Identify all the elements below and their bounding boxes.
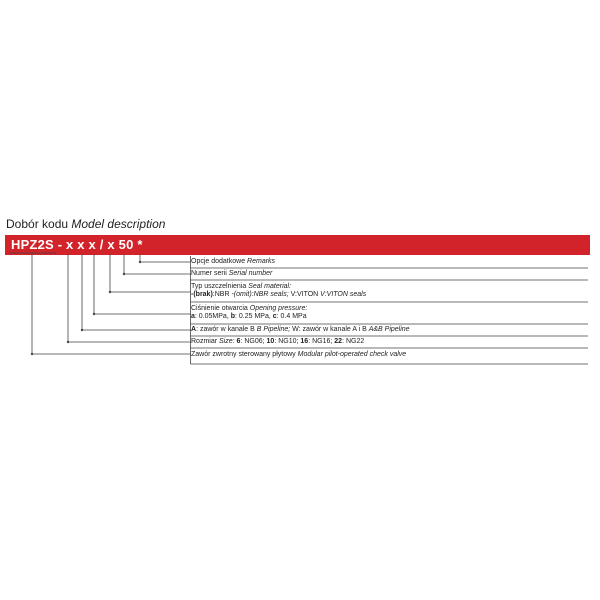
pressure-c-value: : 0.4 MPa (276, 313, 307, 320)
seal-label-en: Seal material: (248, 283, 292, 290)
seal-label: Typ uszczelnienia (191, 283, 247, 290)
size-label-en: Size: (219, 338, 235, 345)
seal-omit-en: -(omit):NBR seals; (231, 291, 289, 298)
leader-remarks (140, 254, 191, 262)
row-channel (191, 326, 588, 334)
pressure-b-value: : 0.25 MPa, (234, 313, 273, 320)
row-valve-type (191, 351, 588, 359)
serial-label: Numer serii (191, 270, 227, 277)
row-remarks (191, 258, 588, 266)
channel-w-text: W: zawór w kanale A i B (290, 326, 367, 333)
size-16-code: 16 (300, 338, 309, 345)
row-opening-pressure (191, 305, 588, 321)
pressure-b-code: b (230, 313, 235, 320)
valve-label-en: Modular pilot-operated check valve (297, 351, 407, 358)
row-seal-material (191, 283, 588, 299)
leader-size (68, 254, 191, 342)
leader-serial (124, 254, 191, 274)
seal-viton-en: V:VITON seals (320, 291, 367, 298)
row-size (191, 338, 588, 346)
pressure-a-code: a (191, 313, 195, 320)
pressure-a-value: : 0.05MPa, (194, 313, 231, 320)
leader-pressure (94, 254, 191, 314)
size-6-value: : NG06; (240, 338, 267, 345)
leader-valve (32, 254, 191, 354)
seal-omit-code: -(brak) (191, 291, 213, 298)
model-code: HPZ2S - x x x / x 50 * (11, 237, 143, 252)
size-22-code: 22 (334, 338, 343, 345)
size-10-value: : NG10; (274, 338, 301, 345)
title-english: Model description (71, 217, 166, 231)
seal-omit-text: :NBR (212, 291, 230, 298)
pressure-label-en: Opening pressure: (249, 305, 308, 312)
channel-w-en: A&B Pipeline (368, 326, 410, 333)
seal-viton-text: V:VITON (288, 291, 319, 298)
title-polish: Dobór kodu (6, 217, 69, 231)
remarks-label-en: Remarks (247, 258, 276, 265)
channel-a-text: : zawór w kanale B (196, 326, 255, 333)
channel-a-en: B Pipeline; (256, 326, 291, 333)
channel-a-code: A (191, 326, 197, 333)
valve-label: Zawór zwrotny sterowany płytowy (191, 351, 296, 358)
row-serial-number (191, 270, 588, 278)
leader-seal (110, 254, 191, 292)
size-10-code: 10 (266, 338, 275, 345)
pressure-label: Ciśnienie otwarcia (191, 305, 248, 312)
pressure-c-code: c (272, 313, 277, 320)
serial-label-en: Serial number (228, 270, 273, 277)
size-16-value: : NG16; (308, 338, 335, 345)
size-6-code: 6 (236, 338, 241, 345)
size-22-value: : NG22 (342, 338, 365, 345)
size-label: Rozmiar (191, 338, 218, 345)
remarks-label: Opcje dodatkowe (191, 258, 246, 265)
